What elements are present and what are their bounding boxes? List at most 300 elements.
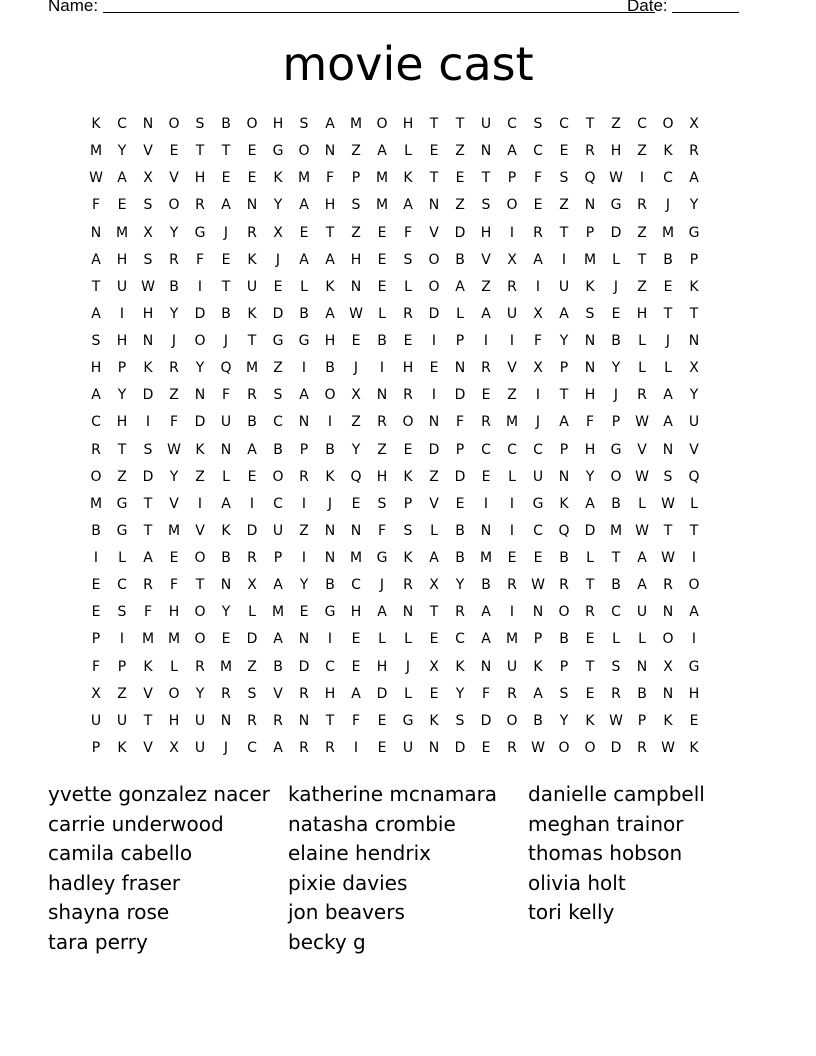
grid-letter[interactable]: K <box>663 712 673 729</box>
grid-letter[interactable]: P <box>559 441 569 458</box>
grid-letter[interactable]: B <box>455 550 465 566</box>
grid-letter[interactable]: R <box>481 360 491 377</box>
grid-letter[interactable]: S <box>455 712 465 729</box>
grid-letter[interactable]: E <box>221 631 231 648</box>
grid-letter[interactable]: N <box>402 604 414 621</box>
grid-letter[interactable]: Y <box>455 577 465 594</box>
grid-letter[interactable]: J <box>613 278 619 295</box>
grid-letter[interactable]: A <box>325 116 335 132</box>
grid-letter[interactable]: P <box>637 712 647 729</box>
grid-letter[interactable]: Y <box>169 468 179 485</box>
grid-letter[interactable]: Y <box>689 197 699 214</box>
grid-letter[interactable]: A <box>689 170 699 187</box>
grid-letter[interactable]: I <box>327 414 333 431</box>
grid-letter[interactable]: I <box>691 550 697 566</box>
grid-letter[interactable]: I <box>301 495 307 512</box>
grid-letter[interactable]: C <box>637 116 647 132</box>
grid-letter[interactable]: R <box>403 577 413 594</box>
grid-letter[interactable]: L <box>404 143 412 160</box>
grid-letter[interactable]: E <box>403 441 413 458</box>
grid-letter[interactable]: U <box>220 414 232 431</box>
grid-letter[interactable]: M <box>297 170 311 187</box>
grid-letter[interactable]: D <box>272 305 284 322</box>
grid-letter[interactable]: D <box>376 685 388 702</box>
grid-letter[interactable]: E <box>351 333 361 349</box>
grid-letter[interactable]: D <box>194 414 206 431</box>
grid-letter[interactable]: K <box>689 278 699 295</box>
grid-letter[interactable]: H <box>376 468 388 485</box>
grid-letter[interactable]: H <box>402 360 414 377</box>
grid-letter[interactable]: Q <box>220 360 232 377</box>
grid-letter[interactable]: M <box>245 360 259 377</box>
grid-letter[interactable]: Z <box>507 387 517 404</box>
grid-letter[interactable]: P <box>455 441 465 458</box>
grid-letter[interactable]: O <box>324 387 336 404</box>
grid-letter[interactable]: W <box>349 305 363 322</box>
grid-letter[interactable]: E <box>429 360 439 377</box>
grid-letter[interactable]: K <box>689 739 699 756</box>
grid-letter[interactable]: K <box>117 739 127 756</box>
grid-letter[interactable]: Z <box>429 468 439 485</box>
grid-letter[interactable]: M <box>89 495 103 512</box>
grid-letter[interactable]: B <box>325 577 335 594</box>
grid-letter[interactable]: Z <box>247 658 257 675</box>
grid-letter[interactable]: I <box>327 631 333 648</box>
grid-letter[interactable]: P <box>117 658 127 675</box>
grid-letter[interactable]: F <box>91 197 101 214</box>
grid-letter[interactable]: T <box>663 305 673 322</box>
grid-letter[interactable]: T <box>611 550 621 566</box>
grid-letter[interactable]: X <box>533 305 543 322</box>
grid-letter[interactable]: N <box>350 278 362 295</box>
grid-letter[interactable]: V <box>169 170 179 187</box>
grid-letter[interactable]: B <box>91 522 101 539</box>
grid-letter[interactable]: Z <box>559 197 569 214</box>
grid-letter[interactable]: C <box>611 604 621 621</box>
grid-letter[interactable]: V <box>273 685 283 702</box>
grid-letter[interactable]: X <box>429 577 439 594</box>
grid-letter[interactable]: E <box>585 631 595 648</box>
grid-letter[interactable]: H <box>376 658 388 675</box>
grid-letter[interactable]: I <box>353 739 359 756</box>
grid-letter[interactable]: B <box>611 577 621 594</box>
grid-letter[interactable]: T <box>221 143 231 160</box>
grid-letter[interactable]: T <box>91 278 101 295</box>
grid-letter[interactable]: O <box>194 333 206 349</box>
grid-letter[interactable]: B <box>481 577 491 594</box>
grid-letter[interactable]: N <box>220 441 232 458</box>
grid-letter[interactable]: Q <box>558 522 570 539</box>
grid-letter[interactable]: T <box>325 712 335 729</box>
grid-letter[interactable]: S <box>559 170 569 187</box>
grid-letter[interactable]: F <box>455 414 465 431</box>
grid-letter[interactable]: T <box>195 143 205 160</box>
grid-letter[interactable]: Y <box>585 468 595 485</box>
grid-letter[interactable]: L <box>638 333 646 349</box>
grid-letter[interactable]: H <box>636 305 648 322</box>
grid-letter[interactable]: V <box>429 224 439 241</box>
grid-letter[interactable]: M <box>271 604 285 621</box>
grid-letter[interactable]: K <box>559 495 569 512</box>
grid-letter[interactable]: E <box>351 631 361 648</box>
grid-letter[interactable]: R <box>689 143 699 160</box>
grid-letter[interactable]: W <box>531 739 545 756</box>
grid-letter[interactable]: B <box>611 495 621 512</box>
grid-letter[interactable]: I <box>509 495 515 512</box>
grid-letter[interactable]: U <box>688 414 700 431</box>
grid-letter[interactable]: N <box>480 658 492 675</box>
grid-letter[interactable]: T <box>429 116 439 132</box>
grid-letter[interactable]: U <box>272 522 284 539</box>
grid-letter[interactable]: J <box>613 387 619 404</box>
grid-letter[interactable]: J <box>275 251 281 268</box>
grid-letter[interactable]: U <box>246 278 258 295</box>
grid-letter[interactable]: R <box>507 278 517 295</box>
grid-letter[interactable]: D <box>246 522 258 539</box>
grid-letter[interactable]: E <box>663 278 673 295</box>
grid-letter[interactable]: E <box>429 685 439 702</box>
grid-letter[interactable]: T <box>481 170 491 187</box>
grid-letter[interactable]: M <box>375 170 389 187</box>
grid-letter[interactable]: L <box>378 305 386 322</box>
grid-letter[interactable]: M <box>349 550 363 566</box>
grid-letter[interactable]: K <box>195 441 205 458</box>
grid-letter[interactable]: A <box>299 251 309 268</box>
grid-letter[interactable]: N <box>90 224 102 241</box>
grid-letter[interactable]: K <box>403 170 413 187</box>
grid-letter[interactable]: T <box>143 712 153 729</box>
grid-letter[interactable]: O <box>584 739 596 756</box>
grid-letter[interactable]: T <box>585 577 595 594</box>
grid-letter[interactable]: H <box>142 305 154 322</box>
grid-letter[interactable]: Y <box>611 360 621 377</box>
grid-letter[interactable]: U <box>506 658 518 675</box>
grid-letter[interactable]: E <box>507 550 517 566</box>
grid-letter[interactable]: A <box>247 441 257 458</box>
grid-letter[interactable]: Y <box>689 387 699 404</box>
grid-letter[interactable]: I <box>197 495 203 512</box>
grid-letter[interactable]: R <box>585 143 595 160</box>
grid-letter[interactable]: H <box>480 224 492 241</box>
grid-letter[interactable]: G <box>324 604 336 621</box>
grid-letter[interactable]: C <box>533 143 543 160</box>
grid-letter[interactable]: D <box>454 224 466 241</box>
grid-letter[interactable]: O <box>610 468 622 485</box>
grid-letter[interactable]: Y <box>299 577 309 594</box>
grid-letter[interactable]: G <box>376 550 388 566</box>
grid-letter[interactable]: N <box>298 712 310 729</box>
grid-letter[interactable]: N <box>324 143 336 160</box>
grid-letter[interactable]: E <box>377 712 387 729</box>
grid-letter[interactable]: Y <box>455 685 465 702</box>
name-field[interactable] <box>103 12 655 13</box>
grid-letter[interactable]: R <box>299 685 309 702</box>
grid-letter[interactable]: A <box>559 305 569 322</box>
grid-letter[interactable]: I <box>93 550 99 566</box>
grid-letter[interactable]: R <box>637 387 647 404</box>
grid-letter[interactable]: X <box>273 224 283 241</box>
grid-letter[interactable]: E <box>481 739 491 756</box>
grid-letter[interactable]: X <box>169 739 179 756</box>
grid-letter[interactable]: S <box>143 441 153 458</box>
grid-letter[interactable]: D <box>610 224 622 241</box>
grid-letter[interactable]: I <box>509 224 515 241</box>
grid-letter[interactable]: O <box>168 197 180 214</box>
grid-letter[interactable]: V <box>481 251 491 268</box>
grid-letter[interactable]: P <box>91 631 101 648</box>
grid-letter[interactable]: H <box>194 170 206 187</box>
grid-letter[interactable]: O <box>194 631 206 648</box>
grid-letter[interactable]: O <box>298 143 310 160</box>
grid-letter[interactable]: R <box>611 685 621 702</box>
grid-letter[interactable]: R <box>221 685 231 702</box>
grid-letter[interactable]: E <box>247 143 257 160</box>
grid-letter[interactable]: Z <box>351 414 361 431</box>
grid-letter[interactable]: U <box>116 712 128 729</box>
grid-letter[interactable]: X <box>143 224 153 241</box>
grid-letter[interactable]: W <box>141 278 155 295</box>
grid-letter[interactable]: C <box>117 116 127 132</box>
grid-letter[interactable]: M <box>89 143 103 160</box>
grid-letter[interactable]: R <box>325 739 335 756</box>
grid-letter[interactable]: Y <box>559 333 569 349</box>
grid-letter[interactable]: E <box>221 170 231 187</box>
grid-letter[interactable]: F <box>325 170 335 187</box>
grid-letter[interactable]: S <box>533 116 543 132</box>
grid-letter[interactable]: T <box>663 522 673 539</box>
grid-letter[interactable]: L <box>508 468 516 485</box>
grid-letter[interactable]: E <box>481 468 491 485</box>
grid-letter[interactable]: M <box>661 224 675 241</box>
grid-letter[interactable]: O <box>558 739 570 756</box>
grid-letter[interactable]: O <box>376 116 388 132</box>
grid-letter[interactable]: Y <box>273 197 283 214</box>
grid-letter[interactable]: Q <box>584 170 596 187</box>
grid-letter[interactable]: E <box>247 170 257 187</box>
grid-letter[interactable]: A <box>403 197 413 214</box>
grid-letter[interactable]: G <box>610 197 622 214</box>
grid-letter[interactable]: W <box>635 468 649 485</box>
grid-letter[interactable]: M <box>115 224 129 241</box>
grid-letter[interactable]: G <box>298 333 310 349</box>
grid-letter[interactable]: M <box>219 658 233 675</box>
grid-letter[interactable]: C <box>351 577 361 594</box>
grid-letter[interactable]: B <box>273 441 283 458</box>
grid-letter[interactable]: S <box>403 251 413 268</box>
grid-letter[interactable]: N <box>246 197 258 214</box>
grid-letter[interactable]: X <box>689 116 699 132</box>
grid-letter[interactable]: L <box>430 522 438 539</box>
grid-letter[interactable]: N <box>324 550 336 566</box>
grid-letter[interactable]: K <box>273 170 283 187</box>
grid-letter[interactable]: A <box>91 387 101 404</box>
grid-letter[interactable]: A <box>273 577 283 594</box>
grid-letter[interactable]: K <box>247 305 257 322</box>
grid-letter[interactable]: N <box>584 197 596 214</box>
grid-letter[interactable]: Z <box>169 387 179 404</box>
grid-letter[interactable]: S <box>403 522 413 539</box>
grid-letter[interactable]: X <box>429 658 439 675</box>
grid-letter[interactable]: N <box>324 522 336 539</box>
grid-letter[interactable]: P <box>455 333 465 349</box>
grid-letter[interactable]: S <box>273 387 283 404</box>
grid-letter[interactable]: X <box>91 685 101 702</box>
grid-letter[interactable]: A <box>637 577 647 594</box>
grid-letter[interactable]: P <box>689 251 699 268</box>
grid-letter[interactable]: U <box>480 116 492 132</box>
grid-letter[interactable]: J <box>535 414 541 431</box>
grid-letter[interactable]: R <box>507 739 517 756</box>
grid-letter[interactable]: R <box>507 685 517 702</box>
grid-letter[interactable]: Q <box>688 468 700 485</box>
grid-letter[interactable]: J <box>379 577 385 594</box>
grid-letter[interactable]: C <box>559 116 569 132</box>
grid-letter[interactable]: B <box>221 305 231 322</box>
grid-letter[interactable]: H <box>688 685 700 702</box>
grid-letter[interactable]: M <box>609 522 623 539</box>
grid-letter[interactable]: L <box>378 631 386 648</box>
grid-letter[interactable]: X <box>247 577 257 594</box>
grid-letter[interactable]: V <box>507 360 517 377</box>
grid-letter[interactable]: B <box>455 251 465 268</box>
grid-letter[interactable]: S <box>611 658 621 675</box>
grid-letter[interactable]: W <box>89 170 103 187</box>
grid-letter[interactable]: I <box>119 305 125 322</box>
grid-letter[interactable]: S <box>351 197 361 214</box>
grid-letter[interactable]: S <box>559 685 569 702</box>
grid-letter[interactable]: O <box>688 577 700 594</box>
grid-letter[interactable]: Z <box>351 224 361 241</box>
grid-letter[interactable]: M <box>349 116 363 132</box>
grid-letter[interactable]: E <box>481 387 491 404</box>
grid-letter[interactable]: D <box>610 739 622 756</box>
grid-letter[interactable]: E <box>299 224 309 241</box>
grid-letter[interactable]: H <box>584 387 596 404</box>
grid-letter[interactable]: W <box>635 414 649 431</box>
grid-letter[interactable]: A <box>637 550 647 566</box>
grid-letter[interactable]: U <box>506 305 518 322</box>
grid-letter[interactable]: O <box>662 631 674 648</box>
grid-letter[interactable]: I <box>197 278 203 295</box>
grid-letter[interactable]: A <box>455 278 465 295</box>
grid-letter[interactable]: X <box>507 251 517 268</box>
grid-letter[interactable]: U <box>194 712 206 729</box>
grid-letter[interactable]: T <box>689 305 699 322</box>
grid-letter[interactable]: H <box>350 251 362 268</box>
grid-letter[interactable]: W <box>167 441 181 458</box>
grid-letter[interactable]: K <box>403 550 413 566</box>
grid-letter[interactable]: N <box>350 522 362 539</box>
grid-letter[interactable]: L <box>638 495 646 512</box>
grid-letter[interactable]: I <box>639 170 645 187</box>
grid-letter[interactable]: S <box>195 116 205 132</box>
grid-letter[interactable]: C <box>91 414 101 431</box>
grid-letter[interactable]: R <box>585 604 595 621</box>
grid-letter[interactable]: C <box>507 441 517 458</box>
grid-letter[interactable]: K <box>143 360 153 377</box>
grid-letter[interactable]: F <box>169 414 179 431</box>
grid-letter[interactable]: L <box>638 360 646 377</box>
grid-letter[interactable]: B <box>325 441 335 458</box>
grid-letter[interactable]: U <box>636 604 648 621</box>
grid-letter[interactable]: L <box>118 550 126 566</box>
grid-letter[interactable]: O <box>272 468 284 485</box>
grid-letter[interactable]: X <box>663 658 673 675</box>
grid-letter[interactable]: H <box>116 333 128 349</box>
grid-letter[interactable]: T <box>689 522 699 539</box>
grid-letter[interactable]: F <box>585 414 595 431</box>
grid-letter[interactable]: Z <box>455 197 465 214</box>
grid-letter[interactable]: R <box>299 739 309 756</box>
grid-letter[interactable]: R <box>299 468 309 485</box>
grid-letter[interactable]: W <box>635 522 649 539</box>
grid-letter[interactable]: R <box>169 360 179 377</box>
grid-letter[interactable]: Z <box>455 143 465 160</box>
grid-letter[interactable]: D <box>480 712 492 729</box>
grid-letter[interactable]: J <box>223 333 229 349</box>
grid-letter[interactable]: T <box>143 522 153 539</box>
grid-letter[interactable]: N <box>558 468 570 485</box>
grid-letter[interactable]: G <box>532 495 544 512</box>
grid-letter[interactable]: S <box>143 251 153 268</box>
grid-letter[interactable]: B <box>611 333 621 349</box>
grid-letter[interactable]: C <box>247 739 257 756</box>
grid-letter[interactable]: T <box>325 224 335 241</box>
grid-letter[interactable]: O <box>428 278 440 295</box>
grid-letter[interactable]: H <box>168 604 180 621</box>
grid-letter[interactable]: N <box>662 685 674 702</box>
grid-letter[interactable]: C <box>325 658 335 675</box>
grid-letter[interactable]: F <box>481 685 491 702</box>
grid-letter[interactable]: A <box>325 251 335 268</box>
grid-letter[interactable]: N <box>584 360 596 377</box>
grid-letter[interactable]: D <box>584 522 596 539</box>
grid-letter[interactable]: O <box>90 468 102 485</box>
grid-letter[interactable]: Z <box>195 468 205 485</box>
grid-letter[interactable]: R <box>143 577 153 594</box>
grid-letter[interactable]: D <box>454 387 466 404</box>
grid-letter[interactable]: Y <box>169 305 179 322</box>
grid-letter[interactable]: A <box>663 387 673 404</box>
grid-letter[interactable]: L <box>456 305 464 322</box>
grid-letter[interactable]: G <box>688 658 700 675</box>
grid-letter[interactable]: S <box>377 495 387 512</box>
grid-letter[interactable]: N <box>480 522 492 539</box>
grid-letter[interactable]: I <box>249 495 255 512</box>
grid-letter[interactable]: P <box>507 170 517 187</box>
grid-letter[interactable]: Y <box>117 143 127 160</box>
grid-letter[interactable]: L <box>170 658 178 675</box>
grid-letter[interactable]: G <box>272 143 284 160</box>
grid-letter[interactable]: R <box>455 604 465 621</box>
grid-letter[interactable]: T <box>429 604 439 621</box>
grid-letter[interactable]: R <box>403 387 413 404</box>
grid-letter[interactable]: K <box>585 278 595 295</box>
grid-letter[interactable]: M <box>167 522 181 539</box>
grid-letter[interactable]: N <box>662 441 674 458</box>
grid-letter[interactable]: B <box>455 522 465 539</box>
grid-letter[interactable]: N <box>636 658 648 675</box>
grid-letter[interactable]: C <box>273 495 283 512</box>
grid-letter[interactable]: G <box>402 712 414 729</box>
grid-letter[interactable]: E <box>533 550 543 566</box>
grid-letter[interactable]: D <box>428 441 440 458</box>
grid-letter[interactable]: O <box>558 604 570 621</box>
grid-letter[interactable]: E <box>429 143 439 160</box>
grid-letter[interactable]: G <box>688 224 700 241</box>
grid-letter[interactable]: T <box>221 278 231 295</box>
grid-letter[interactable]: B <box>559 550 569 566</box>
